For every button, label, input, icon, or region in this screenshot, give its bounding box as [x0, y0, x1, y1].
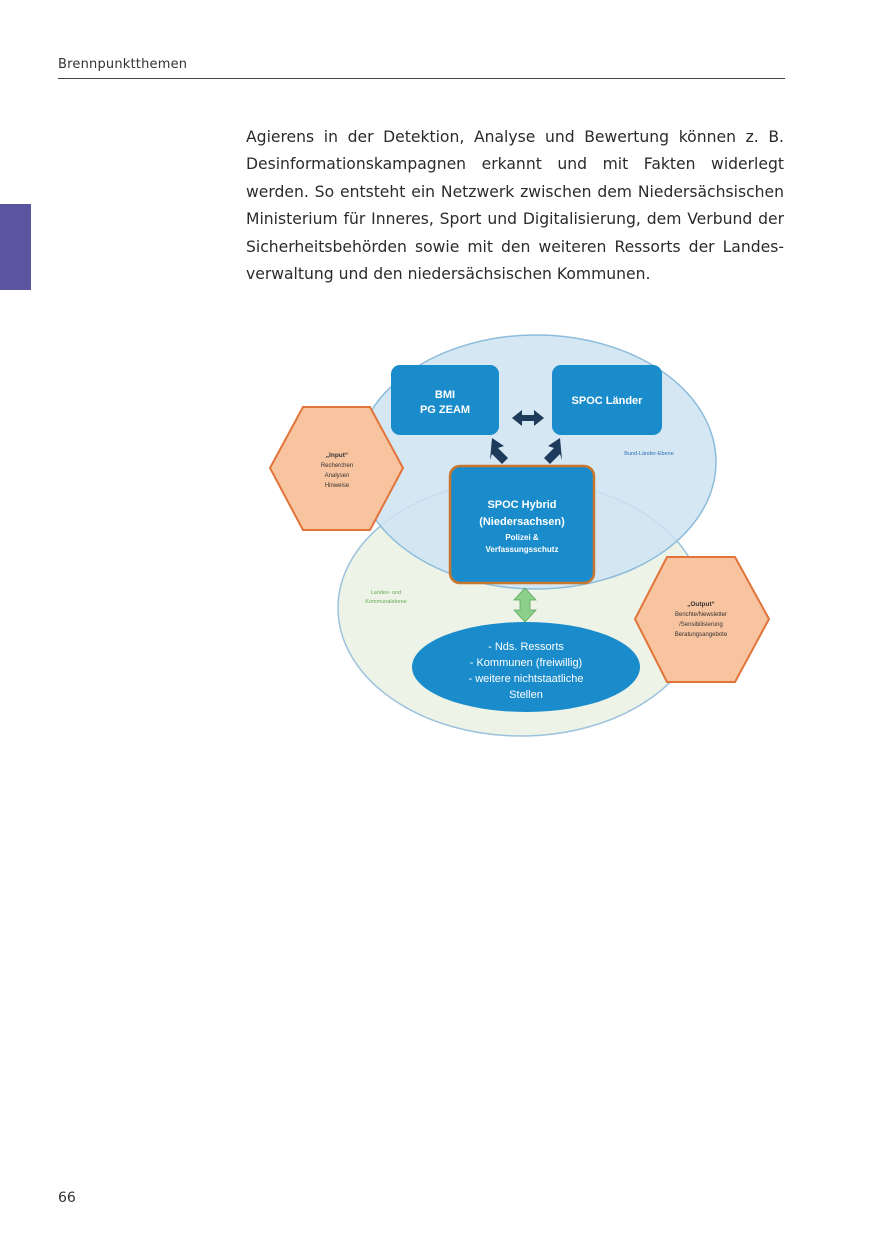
paragraph-line: Desinformationskampagnen erkannt und mit Fakten widerlegt	[246, 155, 784, 174]
spoc-hybrid-member-1: Polizei &	[505, 533, 539, 542]
header-rule	[58, 78, 785, 79]
ressorts-item: - weitere nichtstaatliche	[468, 673, 584, 685]
paragraph-line: werden. So entsteht ein Netzwerk zwischen dem Niedersächsischen	[246, 182, 784, 201]
paragraph-line: Sicherheitsbehörden sowie mit den weiteren Ressorts der Landes-	[246, 237, 784, 256]
paragraph-line: Agierens in der Detektion, Analyse und Bewertung können z. B.	[246, 128, 784, 146]
spoc-laender-label: SPOC Länder	[571, 395, 643, 407]
output-hexagon-item: Berichte/Newsletter	[674, 612, 728, 618]
input-hexagon-title: „Input“	[325, 452, 349, 459]
network-diagram	[246, 318, 786, 738]
output-hexagon-item: /Sensibilisierung	[679, 622, 723, 628]
diagram-canvas	[246, 318, 786, 738]
landes-kommunal-label-line-1: Landes- und	[370, 590, 402, 596]
page-number: 66	[58, 1190, 76, 1206]
running-header: Brennpunktthemen	[58, 57, 188, 72]
spoc-hybrid-region: (Niedersachsen)	[479, 516, 565, 528]
bund-laender-label: Bund-Länder-Ebene	[624, 451, 674, 457]
input-hexagon-item: Hinweise	[324, 483, 350, 489]
bmi-box-sublabel: PG ZEAM	[419, 404, 471, 416]
paragraph-line: verwaltung und den niedersächsischen Kommunen.	[246, 265, 651, 284]
output-hexagon-title: „Output“	[687, 601, 715, 608]
input-hexagon-item: Recherchen	[320, 463, 354, 469]
spoc-hybrid-member-2: Verfassungsschutz	[485, 545, 559, 554]
output-hexagon-item: Beratungsangebote	[674, 632, 728, 638]
ressorts-item: - Kommunen (freiwillig)	[469, 657, 583, 669]
chapter-tab-marker	[0, 204, 31, 290]
spoc-hybrid-title: SPOC Hybrid	[487, 499, 557, 511]
bmi-box-label: BMI	[434, 389, 456, 401]
ressorts-item: - Nds. Ressorts	[488, 641, 564, 653]
paragraph-line: Ministerium für Inneres, Sport und Digitalisierung, dem Verbund der	[246, 210, 784, 229]
input-hexagon-item: Analysen	[324, 473, 350, 479]
ressorts-item: Stellen	[509, 689, 543, 701]
body-paragraph	[246, 124, 784, 288]
landes-kommunal-label-line-2: Kommunalebene	[365, 599, 407, 605]
